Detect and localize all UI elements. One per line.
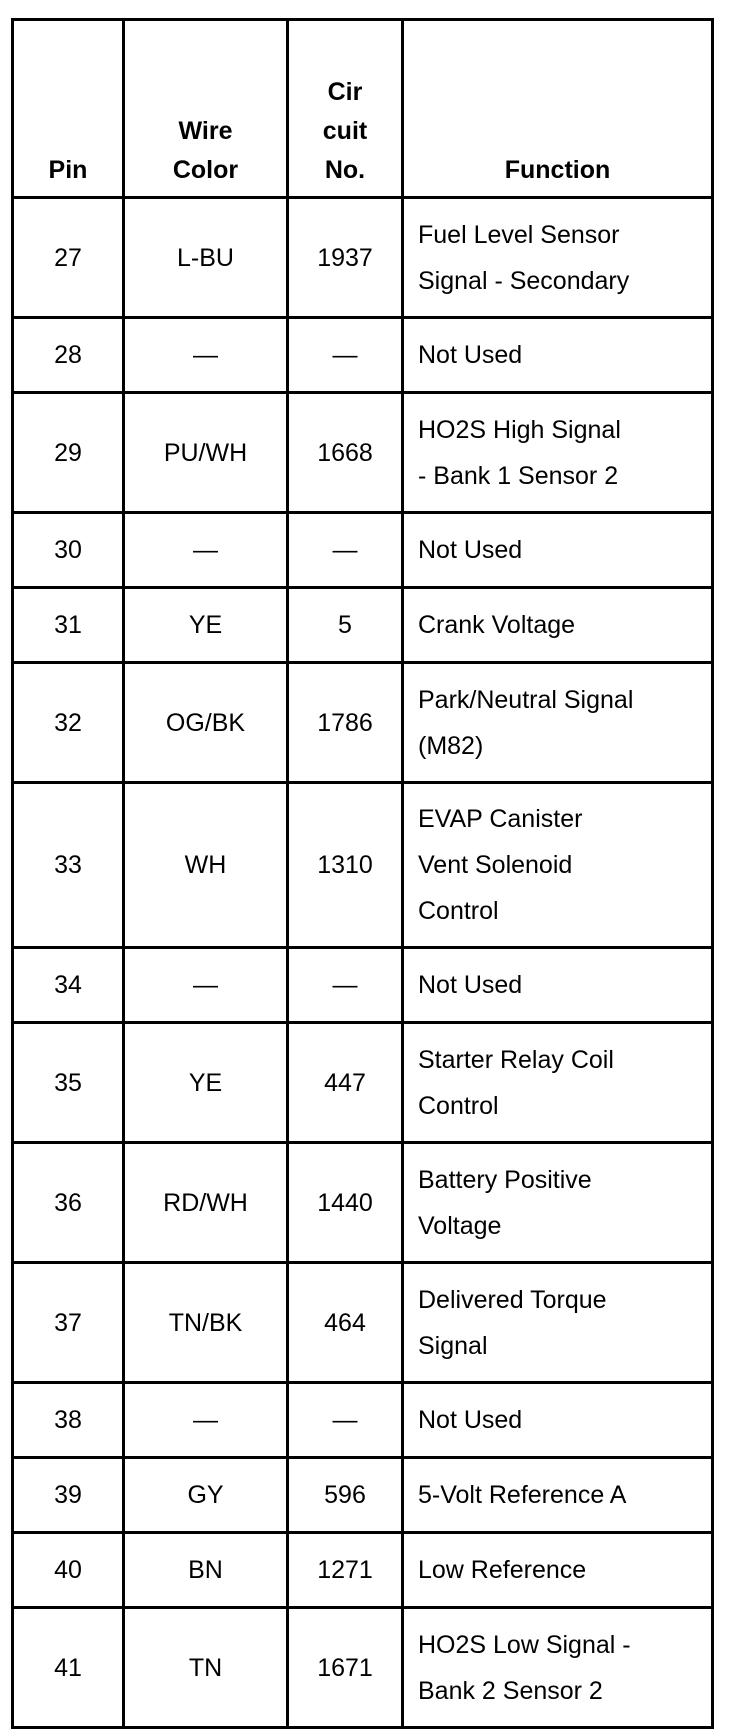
pin-cell: 28 <box>13 318 124 393</box>
table-row <box>13 198 713 318</box>
wire-color-cell: WH <box>124 783 288 948</box>
header-wire-color <box>124 20 288 198</box>
function-line: Fuel Level Sensor <box>418 220 620 249</box>
function-line: - Bank 1 Sensor 2 <box>418 461 619 490</box>
wire-color-cell: GY <box>124 1458 288 1533</box>
table-header <box>13 20 713 198</box>
function-line: Not Used <box>418 341 523 369</box>
circuit-cell: — <box>288 318 403 393</box>
function-line: EVAP Canister <box>418 805 583 833</box>
function-line: Signal - Secondary <box>418 266 630 295</box>
function-cell <box>403 783 713 948</box>
circuit-cell: 1271 <box>288 1533 403 1608</box>
table-row <box>13 1533 713 1608</box>
header-wire-color-line-1: Wire <box>178 117 233 145</box>
function-line: Signal <box>418 1331 488 1360</box>
wire-color-cell: — <box>124 1383 288 1458</box>
function-cell <box>403 318 713 393</box>
function-line: Bank 2 Sensor 2 <box>418 1676 603 1705</box>
pin-cell: 31 <box>13 588 124 663</box>
function-cell <box>403 663 713 783</box>
circuit-cell: 1668 <box>288 393 403 513</box>
pin-cell: 27 <box>13 198 124 318</box>
function-cell <box>403 513 713 588</box>
pin-cell: 40 <box>13 1533 124 1608</box>
header-wire-color-line-2: Color <box>172 156 239 184</box>
table-row <box>13 1263 713 1383</box>
header-row <box>13 20 713 198</box>
pin-cell: 37 <box>13 1263 124 1383</box>
pin-cell: 33 <box>13 783 124 948</box>
function-line: Not Used <box>418 1406 523 1434</box>
header-pin-label: Pin <box>48 156 88 184</box>
function-cell <box>403 1023 713 1143</box>
function-line: HO2S Low Signal - <box>418 1630 631 1659</box>
function-line: Control <box>418 1091 499 1120</box>
circuit-cell: 1671 <box>288 1608 403 1728</box>
wire-color-cell: OG/BK <box>124 663 288 783</box>
function-cell <box>403 948 713 1023</box>
function-cell <box>403 1533 713 1608</box>
table-row <box>13 1458 713 1533</box>
table-row <box>13 1023 713 1143</box>
table-row <box>13 1143 713 1263</box>
function-cell <box>403 1458 713 1533</box>
function-cell <box>403 1143 713 1263</box>
function-cell <box>403 393 713 513</box>
pin-cell: 38 <box>13 1383 124 1458</box>
table-row <box>13 783 713 948</box>
circuit-cell: 1310 <box>288 783 403 948</box>
function-line: Voltage <box>418 1211 502 1240</box>
circuit-cell: 596 <box>288 1458 403 1533</box>
function-line: Crank Voltage <box>418 611 576 639</box>
function-line: Vent Solenoid <box>418 851 573 879</box>
function-line: HO2S High Signal <box>418 415 621 444</box>
table-row <box>13 318 713 393</box>
wire-color-cell: — <box>124 513 288 588</box>
pinout-table <box>11 18 714 1729</box>
function-line: Starter Relay Coil <box>418 1045 614 1074</box>
circuit-cell: — <box>288 948 403 1023</box>
function-cell <box>403 1608 713 1728</box>
circuit-cell: 1786 <box>288 663 403 783</box>
function-cell <box>403 1383 713 1458</box>
function-line: 5-Volt Reference A <box>418 1481 627 1509</box>
function-line: Delivered Torque <box>418 1285 607 1314</box>
pin-cell: 41 <box>13 1608 124 1728</box>
circuit-cell: 464 <box>288 1263 403 1383</box>
header-circuit-line-3: No. <box>324 156 366 184</box>
function-cell <box>403 198 713 318</box>
wire-color-cell: YE <box>124 1023 288 1143</box>
pin-cell: 36 <box>13 1143 124 1263</box>
table-row <box>13 393 713 513</box>
function-line: Battery Positive <box>418 1165 592 1194</box>
circuit-cell: 1937 <box>288 198 403 318</box>
function-line: Park/Neutral Signal <box>418 685 634 714</box>
pin-cell: 30 <box>13 513 124 588</box>
wire-color-cell: RD/WH <box>124 1143 288 1263</box>
function-line: Control <box>418 897 499 925</box>
pin-cell: 32 <box>13 663 124 783</box>
header-function-label: Function <box>504 156 611 184</box>
table-row <box>13 513 713 588</box>
header-circuit-line-2: cuit <box>322 117 368 145</box>
circuit-cell: 5 <box>288 588 403 663</box>
header-pin <box>13 20 124 198</box>
circuit-cell: — <box>288 1383 403 1458</box>
wire-color-cell: — <box>124 948 288 1023</box>
table-body <box>13 198 713 1728</box>
function-line: Not Used <box>418 971 523 999</box>
wire-color-cell: TN <box>124 1608 288 1728</box>
wire-color-cell: TN/BK <box>124 1263 288 1383</box>
table-row <box>13 948 713 1023</box>
circuit-cell: 1440 <box>288 1143 403 1263</box>
circuit-cell: — <box>288 513 403 588</box>
function-cell <box>403 588 713 663</box>
pin-cell: 29 <box>13 393 124 513</box>
header-function <box>403 20 713 198</box>
wire-color-cell: PU/WH <box>124 393 288 513</box>
table-row <box>13 663 713 783</box>
function-cell <box>403 1263 713 1383</box>
function-line: Low Reference <box>418 1556 587 1584</box>
pin-cell: 34 <box>13 948 124 1023</box>
wire-color-cell: BN <box>124 1533 288 1608</box>
circuit-cell: 447 <box>288 1023 403 1143</box>
pin-cell: 39 <box>13 1458 124 1533</box>
table-row <box>13 1383 713 1458</box>
header-circuit-line-1: Cir <box>327 78 363 106</box>
table-row <box>13 1608 713 1728</box>
wire-color-cell: — <box>124 318 288 393</box>
wire-color-cell: L-BU <box>124 198 288 318</box>
header-circuit-no <box>288 20 403 198</box>
function-line: (M82) <box>418 731 484 760</box>
table-row <box>13 588 713 663</box>
wire-color-cell: YE <box>124 588 288 663</box>
function-line: Not Used <box>418 536 523 564</box>
pin-cell: 35 <box>13 1023 124 1143</box>
